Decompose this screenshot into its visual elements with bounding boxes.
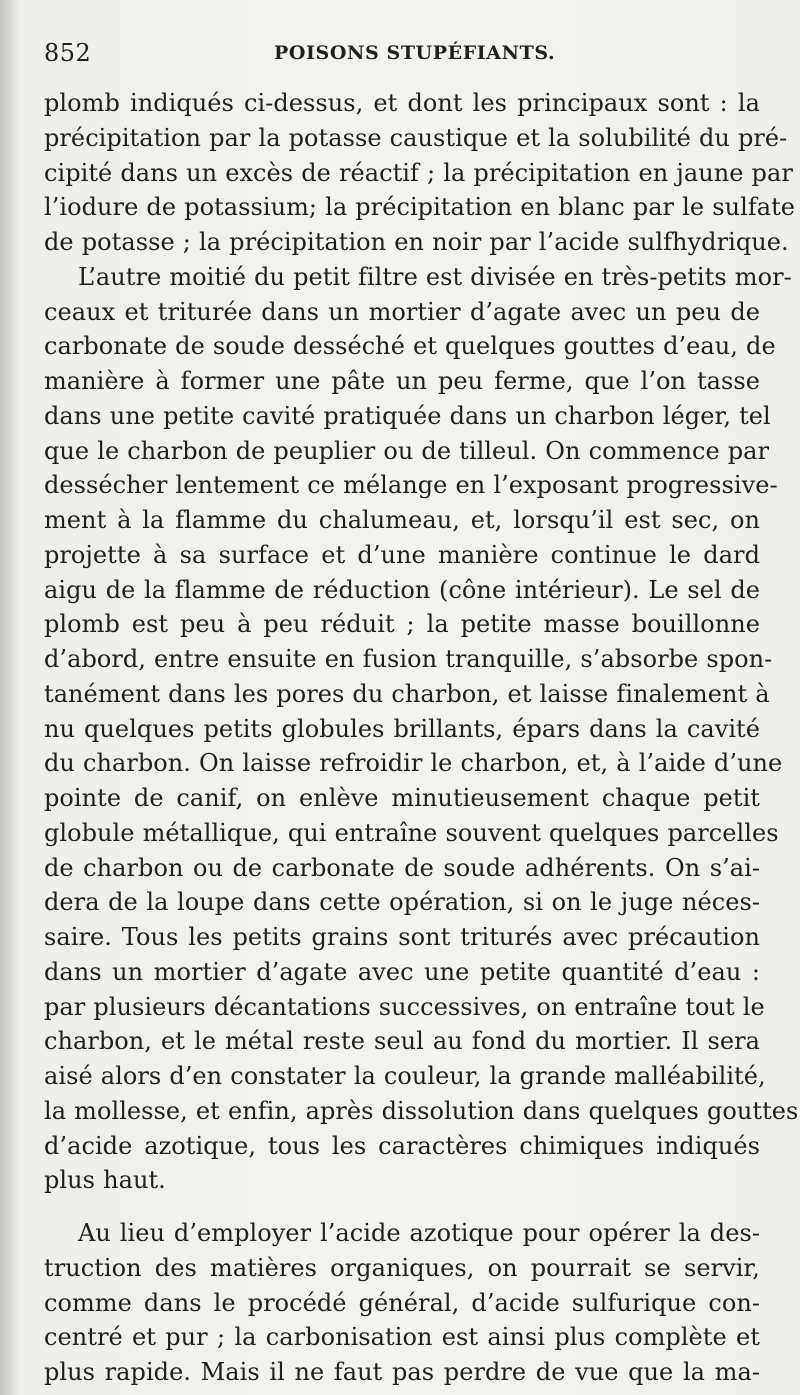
text-line: charbon, et le métal reste seul au fond du mortier. Il sera [44,1027,760,1056]
text-line: truction des matières organiques, on pourrait se servir, [44,1253,760,1282]
text-line: plus haut. [44,1166,166,1195]
text-line: carbonate de soude desséché et quelques gouttes d’eau, de [44,332,776,361]
text-line: L’autre moitié du petit filtre est divisée en très-petits mor- [78,262,792,291]
text-line: dans une petite cavité pratiquée dans un charbon léger, tel [44,401,771,430]
text-line: pointe de canif, on enlève minutieusement chaque petit [44,784,760,812]
text-line: projette à sa surface et d’une manière continue le dard [44,540,760,569]
text-line: comme dans le procédé général, d’acide sulfurique con- [44,1288,760,1317]
text-line: dera de la loupe dans cette opération, si on le juge néces- [44,888,760,917]
text-line: centré et pur ; la carbonisation est ainsi plus complète et [44,1323,760,1352]
text-line: plus rapide. Mais il ne faut pas perdre de vue que la ma- [44,1358,760,1386]
text-line: ment à la flamme du chalumeau, et, lorsqu’il est sec, on [44,506,760,534]
text-line: aisé alors d’en constater la couleur, la grande malléabilité, [44,1062,766,1090]
text-line: d’acide azotique, tous les caractères chimiques indiqués [44,1131,760,1160]
page-number: 852 [44,39,92,67]
text-line: de potasse ; la précipitation en noir par l’acide sulfhydrique. [44,228,789,256]
page-header [44,35,760,71]
text-line: manière à former une pâte un peu ferme, que l’on tasse [44,367,760,395]
text-line: nu quelques petits globules brillants, épars dans la cavité [44,714,760,743]
text-line: l’iodure de potassium; la précipitation en blanc par le sulfate [44,193,796,222]
page-gutter-shadow [0,0,18,1395]
text-line: globule métallique, qui entraîne souvent quelques parcelles [44,818,779,847]
text-line: d’abord, entre ensuite en fusion tranquille, s’absorbe spon- [44,645,773,673]
text-line: du charbon. On laisse refroidir le charbon, et, à l’aide d’une [44,749,783,778]
text-line: de charbon ou de carbonate de soude adhérents. On s’ai- [44,853,760,882]
text-line: que le charbon de peuplier ou de tilleul. On commence par [44,436,770,465]
text-line: la mollesse, et enfin, après dissolution dans quelques gouttes [44,1096,799,1125]
text-line: saire. Tous les petits grains sont triturés avec précaution [44,923,760,951]
body-text [44,86,799,1390]
text-line: précipitation par la potasse caustique et la solubilité du pré- [44,123,788,152]
text-line: par plusieurs décantations successives, on entraîne tout le [44,992,765,1021]
text-line: plomb est peu à peu réduit ; la petite masse bouillonne [44,610,760,639]
text-line: plomb indiqués ci-dessus, et dont les principaux sont : la [44,89,760,117]
text-line: ceaux et triturée dans un mortier d’agate avec un peu de [44,297,760,326]
text-line: dessécher lentement ce mélange en l’exposant progressive- [44,471,778,500]
text-line: cipité dans un excès de réactif ; la précipitation en jaune par [44,158,793,187]
running-title: POISONS STUPÉFIANTS. [274,42,556,64]
text-line: Au lieu d’employer l’acide azotique pour opérer la des- [78,1219,760,1247]
paragraph-gap [44,1198,760,1216]
text-line: aigu de la flamme de réduction (cône intérieur). Le sel de [44,575,760,604]
text-line: dans un mortier d’agate avec une petite quantité d’eau : [44,957,760,986]
text-line: tanément dans les pores du charbon, et laisse finalement à [44,679,770,708]
